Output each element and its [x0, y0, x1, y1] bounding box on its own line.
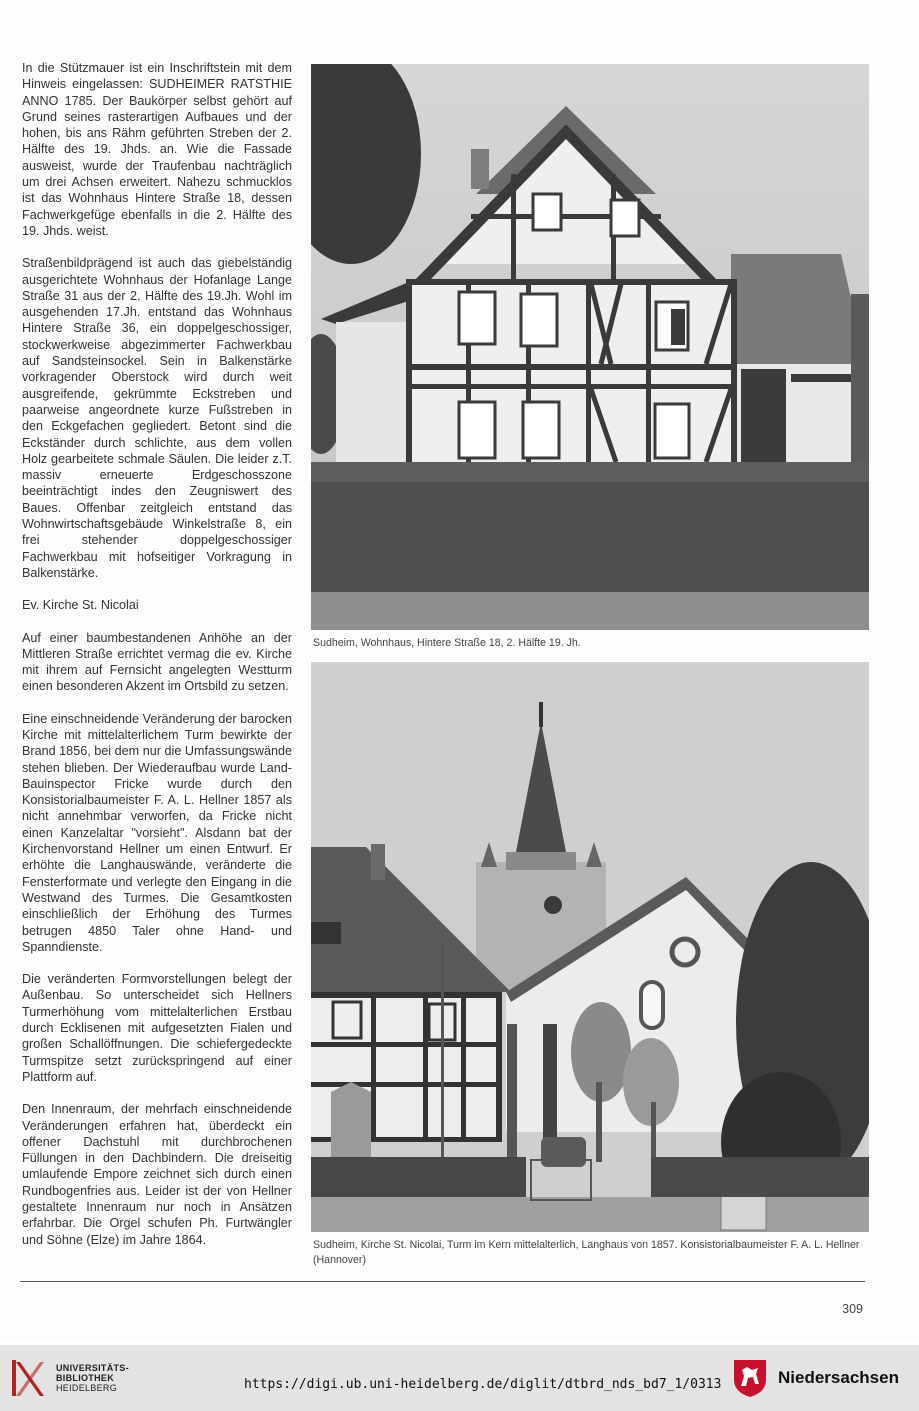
document-url-link[interactable]: https://digi.ub.uni-heidelberg.de/diglit/dtbrd_nds_bd7_1/0313: [244, 1377, 722, 1392]
photo-house: [311, 64, 869, 630]
text-column: [22, 60, 292, 1264]
horse-crest-icon: [732, 1358, 768, 1398]
university-logo[interactable]: [10, 1355, 129, 1401]
paragraph: Den Innenraum, der mehrfach einschneidende Veränderungen erfahren hat, überdeckt ein offener Dachstuhl mit durchbrochenen Füllungen in den Dachbindern. Die dreiseitig umlaufende Empore zeichnet sich durch einen Rundbogenfries aus. Leider ist der von Hellner gestaltete Innenraum nur noch in Ansätzen erfahrbar. Die Orgel schufen Ph. Furtwängler und Söhne (Elze) im Jahre 1864.: [22, 1102, 292, 1247]
footer-bar: [0, 1345, 919, 1411]
paragraph: Die veränderten Formvorstellungen belegt der Außenbau. So unterscheidet sich Hellners Turmerhöhung vom mittelalterlichen Erstbau durch Ecklisenen mit aufgesetzten Fialen und großen Schallöffnungen. Die schiefergedeckte Turmspitze setzt zurückspringend auf einer Plattform auf.: [22, 972, 292, 1084]
section-heading: Ev. Kirche St. Nicolai: [22, 598, 139, 613]
paragraph: Straßenbildprägend ist auch das giebelständig ausgerichtete Wohnhaus der Hofanlage Lange Straße 31 aus der 2. Hälfte des 19.Jh. Wohl im ausgehenden 17.Jh. entstand das Wohnhaus Hintere Straße 36, ein doppelgeschossiger, stockwerkweise abgezimmerter Fachwerkbau auf Sandsteinsockel. Sein in Balkenstärke vorkragender Oberstock wird durch weit ausgreifende, gekrümmte Eckstreben und paarweise angeordnete kurze Fußstreben in den Eckgefachen gegliedert. Betont sind die Eckständer durch schlichte, aus dem vollen Holz gearbeitete schmale Säulen. Die leider z.T. massiv erneuerte Erdgeschosszone beeinträchtigt indes den Zeugniswert des Baues. Offenbar zeitgleich entstand das Wohnwirtschaftsgebäude Winkelstraße 8, ein frei stehender doppelgeschossiger Fachwerkbau mit hofseitiger Vorkragung in Balkenstärke.: [22, 256, 292, 580]
photo-church: [311, 662, 869, 1232]
library-emblem-icon: [10, 1356, 48, 1400]
caption-photo-house: Sudheim, Wohnhaus, Hintere Straße 18, 2. Hälfte 19. Jh.: [313, 637, 581, 649]
state-name: Niedersachsen: [778, 1368, 899, 1387]
paragraph: Eine einschneidende Veränderung der barocken Kirche mit mittelalterlichem Turm bewirkte der Brand 1856, bei dem nur die Umfassungswände stehen blieben. Der Wiederaufbau wurde Land- Bauinspector Fricke wurde durch den Konsistorialbaumeister F. A. L. Hellner 1857 als nicht annehmbar verworfen, da Fricke nicht einen Kanzelaltar "vorsieht". Alsdann bat der Kirchenvorstand Hellner um einen Entwurf. Er erhöhte die Langhauswände, veränderte die Fensterformate und verlegte den Eingang in die Westwand des Turmes. Die Gesamtkosten einschließlich der Erhöhung des Turmes betrugen 4850 Taler ohne Hand- und Spanndienste.: [22, 711, 292, 954]
university-name-line: UNIVERSITÄTS-: [56, 1363, 129, 1373]
caption-photo-church: Sudheim, Kirche St. Nicolai, Turm im Kern mittelalterlich, Langhaus von 1857. Konsistorialbaumeister F. A. L. Hellner (Hannover): [313, 1239, 860, 1266]
niedersachsen-logo[interactable]: [732, 1355, 899, 1401]
page-number: 309: [842, 1302, 863, 1316]
paragraph: Auf einer baumbestandenen Anhöhe an der Mittleren Straße errichtet vermag die ev. Kirche mit ihrem auf Fernsicht angelegten Westturm einen besonderen Akzent im Ortsbild zu setzen.: [22, 630, 292, 694]
paragraph: In die Stützmauer ist ein Inschriftstein mit dem Hinweis eingelassen: SUDHEIMER RATSTHIE ANNO 1785. Der Baukörper selbst gehört auf Grund seines rasterartigen Aufbaues und der hohen, bis ans Rähm geführten Streben der 2. Hälfte des 19. Jhds. an. Wie die Fassade ausweist, wurde der Traufenbau nachträglich um drei Achsen erweitert. Nahezu schmucklos ist das Wohnhaus Hintere Straße 18, dessen Fachwerkgefüge ebenfalls in die 2. Hälfte des 19. Jhds. weist.: [22, 61, 292, 238]
divider: [20, 1281, 865, 1282]
university-name-line: BIBLIOTHEK: [56, 1373, 114, 1383]
university-name-line: HEIDELBERG: [56, 1383, 118, 1393]
